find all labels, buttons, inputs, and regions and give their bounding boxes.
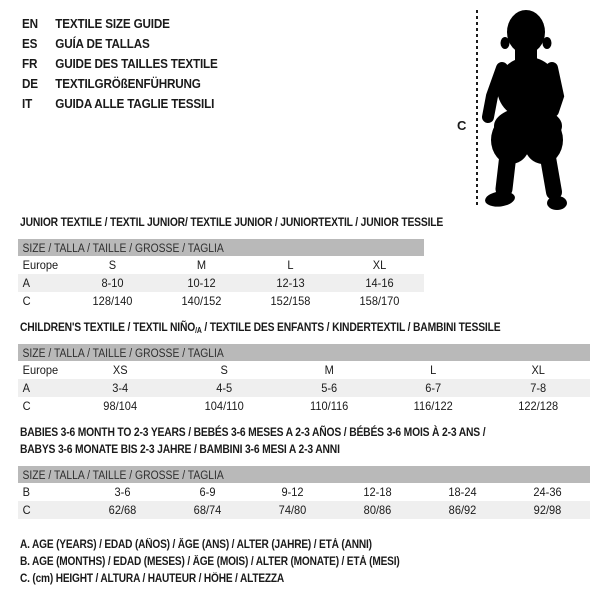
babies-title-line2: BABYS 3-6 MONATE BIS 2-3 JAHRE / BAMBINI 3-6 MESI A 2-3 ANNI xyxy=(20,442,340,456)
size-cell: 86/92 xyxy=(448,503,477,517)
legend-line-c: C. (cm) HEIGHT / ALTURA / HAUTEUR / HÖHE / ALTEZZA xyxy=(20,573,285,585)
language-title: TEXTILE SIZE GUIDE xyxy=(55,16,170,31)
row-label: A xyxy=(22,381,30,395)
language-title: GUIDE DES TAILLES TEXTILE xyxy=(55,56,218,71)
size-cell: 3-4 xyxy=(112,381,129,395)
children-title-subscript: /A xyxy=(195,326,202,335)
toddler-silhouette xyxy=(478,8,600,212)
size-cell: 68/74 xyxy=(193,503,222,517)
table-row-height xyxy=(18,292,424,310)
row-label: C xyxy=(22,503,31,517)
language-title: GUÍA DE TALLAS xyxy=(55,36,150,51)
size-cell: 92/98 xyxy=(533,503,562,517)
size-cell: L xyxy=(287,258,294,272)
language-title: TEXTILGRÖßENFÜHRUNG xyxy=(55,76,201,91)
language-code: IT xyxy=(22,96,33,111)
size-header-label: SIZE / TALLA / TAILLE / GRÖSSE / TAGLIA xyxy=(22,243,224,255)
size-cell: 140/152 xyxy=(181,294,222,308)
size-cell: M xyxy=(324,363,334,377)
size-cell: 3-6 xyxy=(114,485,131,499)
language-row-fr xyxy=(22,54,218,74)
table-row-months xyxy=(18,483,590,501)
children-size-table xyxy=(18,344,590,415)
size-cell: 104/110 xyxy=(205,399,245,413)
row-label: Europe xyxy=(22,258,59,272)
children-title-post: / TEXTILE DES ENFANTS / KINDERTEXTIL / BAMBINI TESSILE xyxy=(201,320,501,334)
row-label: C xyxy=(22,294,31,308)
size-cell: 18-24 xyxy=(448,485,477,499)
language-row-es xyxy=(22,34,218,54)
size-cell: 24-36 xyxy=(533,485,562,499)
table-row-europe xyxy=(18,361,590,379)
size-cell: XS xyxy=(112,363,128,377)
size-cell: 6-7 xyxy=(425,381,442,395)
table-row-height xyxy=(18,501,590,519)
table-row-europe xyxy=(18,256,424,274)
size-cell: 128/140 xyxy=(92,294,133,308)
size-cell: XL xyxy=(531,363,545,377)
size-cell: S xyxy=(220,363,229,377)
size-cell: 12-13 xyxy=(276,276,305,290)
size-cell: 80/86 xyxy=(363,503,392,517)
row-label: A xyxy=(22,276,30,290)
children-table-title xyxy=(20,319,500,339)
language-row-de xyxy=(22,74,218,94)
measurement-legend xyxy=(20,537,451,588)
size-cell: S xyxy=(108,258,117,272)
size-cell: 4-5 xyxy=(216,381,233,395)
size-cell: 116/122 xyxy=(413,399,453,413)
size-cell: 62/68 xyxy=(108,503,137,517)
row-label: B xyxy=(22,485,30,499)
legend-line-a: A. AGE (YEARS) / EDAD (AÑOS) / ÂGE (ANS) / ALTER (JAHRE) / ETÀ (ANNI) xyxy=(20,539,372,551)
size-cell: 6-9 xyxy=(199,485,216,499)
language-code: EN xyxy=(22,16,38,31)
size-cell: 158/170 xyxy=(359,294,400,308)
language-row-en xyxy=(22,14,218,34)
size-cell: 12-18 xyxy=(363,485,392,499)
babies-table-title xyxy=(20,424,485,458)
size-cell: 14-16 xyxy=(365,276,394,290)
size-cell: 74/80 xyxy=(278,503,307,517)
table-row-height xyxy=(18,397,590,415)
size-cell: 10-12 xyxy=(187,276,216,290)
size-header-bar xyxy=(18,466,590,483)
row-label: Europe xyxy=(22,363,59,377)
size-cell: 5-6 xyxy=(321,381,337,395)
size-cell: 152/158 xyxy=(270,294,311,308)
babies-title-line1: BABIES 3-6 MONTH TO 2-3 YEARS / BEBÉS 3-6 MESES A 2-3 AÑOS / BÉBÉS 3-6 MOIS À 2-3 ANS / xyxy=(20,425,486,439)
language-list xyxy=(22,14,239,114)
junior-table-title: JUNIOR TEXTILE / TEXTIL JUNIOR/ TEXTILE JUNIOR / JUNIORTEXTIL / JUNIOR TESSILE xyxy=(20,215,444,229)
size-cell: 9-12 xyxy=(281,485,304,499)
language-code: ES xyxy=(22,36,38,51)
language-row-it xyxy=(22,94,218,114)
size-header-bar xyxy=(18,344,590,361)
language-code: FR xyxy=(22,56,38,71)
size-cell: L xyxy=(430,363,437,377)
size-cell: 98/104 xyxy=(103,399,138,413)
table-row-age xyxy=(18,379,590,397)
row-label: C xyxy=(22,399,31,413)
language-title: GUIDA ALLE TAGLIE TESSILI xyxy=(55,96,215,111)
legend-line-b: B. AGE (MONTHS) / EDAD (MESES) / ÂGE (MOIS) / ALTER (MONATE) / ETÀ (MESI) xyxy=(20,556,400,568)
children-title-pre: CHILDREN'S TEXTILE / TEXTIL NIÑO xyxy=(20,320,196,334)
size-cell: 110/116 xyxy=(309,399,349,413)
size-header-label: SIZE / TALLA / TAILLE / GRÖSSE / TAGLIA xyxy=(22,348,224,360)
height-measure-label: C xyxy=(457,118,467,133)
size-header-bar xyxy=(18,239,424,256)
size-cell: M xyxy=(196,258,207,272)
size-cell: 122/128 xyxy=(517,399,558,413)
size-cell: 8-10 xyxy=(101,276,124,290)
size-header-label: SIZE / TALLA / TAILLE / GRÖSSE / TAGLIA xyxy=(22,470,224,482)
junior-size-table xyxy=(18,239,424,310)
babies-size-table xyxy=(18,466,590,519)
size-cell: XL xyxy=(372,258,387,272)
table-row-age xyxy=(18,274,424,292)
language-code: DE xyxy=(22,76,38,91)
size-cell: 7-8 xyxy=(529,381,546,395)
